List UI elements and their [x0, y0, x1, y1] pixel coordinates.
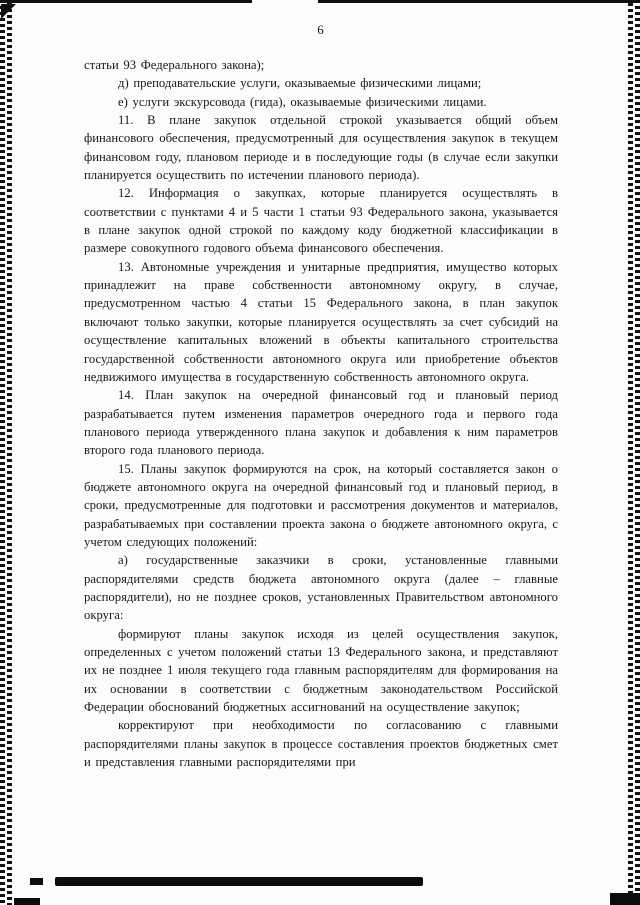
paragraph: 14. План закупок на очередной финансовый год и плановый период разрабатывается путем изменения параметров очередного года и первого года планового периода утвержденного плана закупок и добавления к ним параметров второго года планового периода. [84, 388, 558, 458]
scan-artifact-bottom-right-mark [610, 893, 640, 905]
paragraph: е) услуги экскурсовода (гида), оказываемые физическими лицами. [118, 94, 487, 109]
paragraph: формируют планы закупок исходя из целей осуществления закупок, определенных с учетом положений статьи 13 Федерального закона, и представляют их не позднее 1 июля текущего года главным распорядителям для формирования на их основании в соответствии с бюджетным законодательством Российской Федерации обоснований бюджетных ассигнований на осуществление закупок; [84, 626, 558, 715]
scan-artifact-bottom-left-mark [14, 898, 40, 905]
scan-artifact-right-edge-stripe-1 [628, 0, 633, 905]
paragraph: 15. Планы закупок формируются на срок, на который составляется закон о бюджете автономного округа на очередной финансовый год и плановый период, в сроки, предусмотренные для подготовки и рассмотрения документов и материалов, разрабатываемых при составлении проекта закона о бюджете автономного округа, с учетом следующих положений: [84, 461, 558, 549]
paragraph: а) государственные заказчики в сроки, установленные главными распорядителями средств бюджета автономного округа (далее – главные распорядители), но не позднее сроков, установленных Правительством автономного округа: [84, 553, 558, 623]
paragraph: 11. В плане закупок отдельной строкой указывается общий объем финансового обеспечения, предусмотренный для осуществления закупок в текущем финансовом году, плановом периоде и в последующие годы (в случае если закупки планируется осуществить по истечении планового периода). [84, 113, 558, 183]
scan-artifact-top-line-left [0, 0, 252, 3]
scan-artifact-left-edge-stripe-2 [7, 0, 12, 905]
paragraph: 13. Автономные учреждения и унитарные предприятия, имущество которых принадлежит на праве собственности автономному округу, в случае, предусмотренном частью 4 статьи 15 Федерального закона, в план закупок включают только закупки, которые планируется осуществлять за счет субсидий на осуществление капитальных вложений в объекты капитального строительства государственной собственности автономного округа или приобретение объектов недвижимого имущества в государственную собственность автономного округа. [84, 259, 558, 384]
scan-artifact-right-edge-stripe-2 [635, 0, 640, 905]
paragraph: корректируют при необходимости по согласованию с главными распорядителями планы закупок в процессе составления проектов бюджетных смет и представления главными распорядителями при [84, 718, 558, 770]
scan-artifact-top-line-right [318, 0, 640, 3]
paragraph: статьи 93 Федерального закона); [84, 58, 265, 72]
paragraph: 12. Информация о закупках, которые планируется осуществлять в соответствии с пунктами 4 и 5 части 1 статьи 93 Федерального закона, указывается в плане закупок одной строкой по каждому коду бюджетной классификации в размере совокупного годового объема финансового обеспечения. [84, 186, 558, 256]
scan-artifact-left-edge-stripe-1 [0, 0, 5, 905]
document-body [84, 56, 558, 771]
scan-artifact-bottom-bar [55, 877, 423, 886]
paragraph: д) преподавательские услуги, оказываемые физическими лицами; [118, 76, 482, 91]
scan-artifact-bottom-mark-small [30, 878, 43, 885]
page-number: 6 [317, 22, 325, 37]
